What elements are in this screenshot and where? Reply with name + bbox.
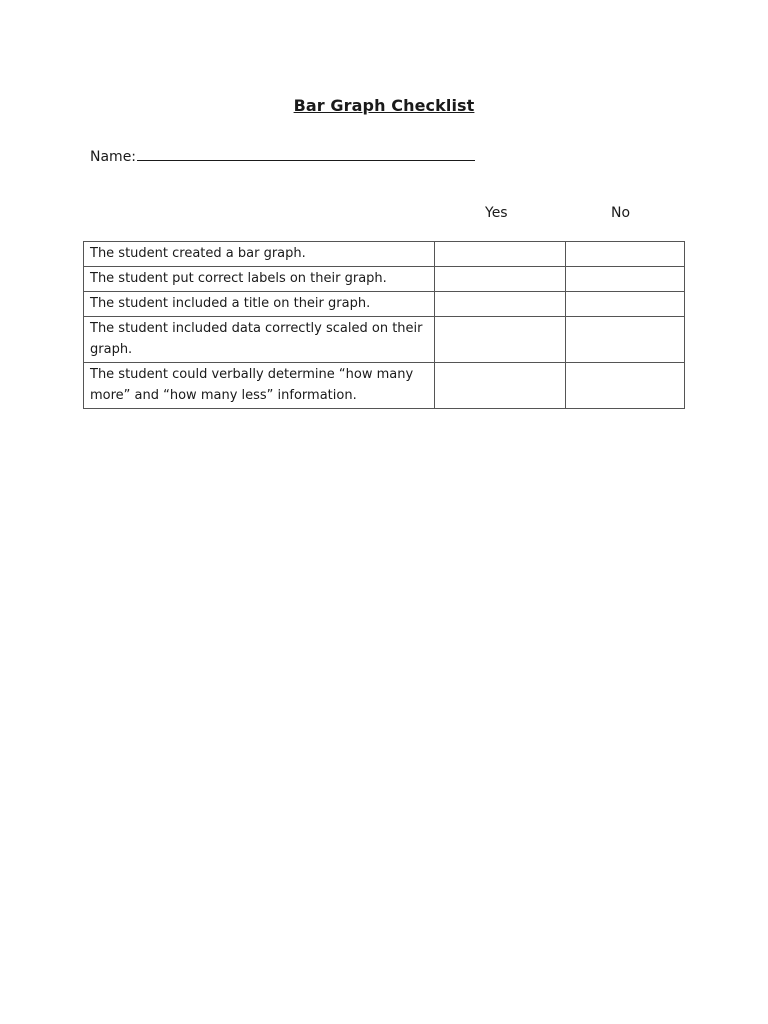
table-row <box>84 292 685 317</box>
no-checkbox-cell[interactable] <box>566 267 685 292</box>
no-checkbox-cell[interactable] <box>566 292 685 317</box>
table-row <box>84 317 685 363</box>
criterion-cell: The student created a bar graph. <box>84 242 435 267</box>
no-checkbox-cell[interactable] <box>566 242 685 267</box>
checklist-table <box>83 241 685 409</box>
yes-checkbox-cell[interactable] <box>435 267 566 292</box>
criterion-cell: The student included a title on their graph. <box>84 292 435 317</box>
yes-checkbox-cell[interactable] <box>435 363 566 409</box>
no-checkbox-cell[interactable] <box>566 317 685 363</box>
yes-checkbox-cell[interactable] <box>435 242 566 267</box>
name-label: Name: <box>90 149 137 165</box>
name-field[interactable] <box>90 146 475 165</box>
name-blank-line[interactable] <box>137 146 475 161</box>
criterion-cell: The student could verbally determine “how many more” and “how many less” information. <box>84 363 435 409</box>
yes-checkbox-cell[interactable] <box>435 317 566 363</box>
yes-checkbox-cell[interactable] <box>435 292 566 317</box>
criterion-cell: The student included data correctly scaled on their graph. <box>84 317 435 363</box>
no-checkbox-cell[interactable] <box>566 363 685 409</box>
page-title: Bar Graph Checklist <box>293 96 475 115</box>
criterion-cell: The student put correct labels on their graph. <box>84 267 435 292</box>
table-row <box>84 363 685 409</box>
table-row <box>84 267 685 292</box>
table-row <box>84 242 685 267</box>
no-column-header: No <box>611 205 631 221</box>
yes-column-header: Yes <box>485 205 508 221</box>
